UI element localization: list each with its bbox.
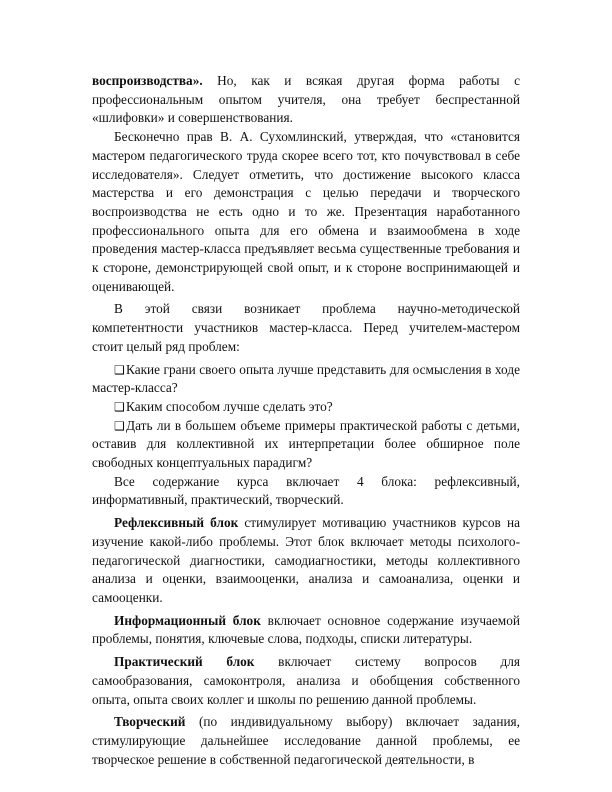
paragraph-7-bold: Практический блок bbox=[114, 654, 255, 670]
checkbox-bullet-icon: ❑ bbox=[114, 399, 125, 414]
paragraph-5 bbox=[92, 514, 520, 608]
paragraph-7 bbox=[92, 653, 520, 709]
paragraph-1-bold: воспроизводства». bbox=[92, 73, 203, 88]
list-item-text: Какие грани своего опыта лучше представить для осмысления в ходе мастер-класса? bbox=[92, 361, 520, 396]
paragraph-6-text: включает основное содержание изучаемой проблемы, понятия, ключевые слова, подходы, списки литературы. bbox=[92, 612, 520, 647]
paragraph-1-text: Но, как и всякая другая форма работы с профессиональным опытом учителя, она требует беспрестанной «шлифовки» и совершенствования. bbox=[92, 73, 520, 126]
paragraph-8-text: (по индивидуальному выбору) включает задания, стимулирующие дальнейшее исследование данной проблемы, ее творческое решение в собственной педагогической деятельности, в bbox=[92, 714, 520, 767]
document-page bbox=[92, 72, 520, 769]
list-item bbox=[92, 361, 520, 398]
checkbox-bullet-icon: ❑ bbox=[114, 362, 125, 377]
paragraph-6 bbox=[92, 612, 520, 649]
list-item bbox=[92, 417, 520, 473]
checkbox-bullet-icon: ❑ bbox=[114, 418, 125, 433]
paragraph-7-text: включает систему вопросов для самообразования, самоконтроля, анализа и обобщения собственного опыта, опыта своих коллег и школы по решению данной проблемы. bbox=[92, 654, 520, 707]
paragraph-5-text: стимулирует мотивацию участников курсов на изучение какой-либо проблемы. Этот блок включает методы психолого-педагогической диагностики, самодиагностики, методы коллективного анализа и оценки, взаимооценки, анализа и самоанализа, оценки и самооценки. bbox=[92, 515, 520, 605]
list-item bbox=[92, 398, 520, 417]
paragraph-3: В этой связи возникает проблема научно-методической компетентности участников мастер-класса. Перед учителем-мастером стоит целый ряд проблем: bbox=[92, 301, 520, 354]
paragraph-6-bold: Информационный блок bbox=[114, 612, 261, 628]
paragraph-8-bold: Творческий bbox=[114, 714, 186, 730]
paragraph-4: Все содержание курса включает 4 блока: рефлексивный, информативный, практический, творческий. bbox=[92, 473, 520, 508]
paragraph-5-bold: Рефлексивный блок bbox=[114, 515, 239, 531]
paragraph-8 bbox=[92, 713, 520, 769]
list-item-text: Дать ли в большем объеме примеры практической работы с детьми, оставив для коллективной их интерпретации более обширное поле свободных концептуальных парадигм? bbox=[92, 417, 520, 471]
paragraph-2: Бесконечно прав В. А. Сухомлинский, утверждая, что «становится мастером педагогического труда скорее всего тот, кто почувствовал в себе исследователя». Следует отметить, что достижение высокого класса мастерства и его демонстрация с целью передачи и творческого воспроизводства не есть одно и то же. Презентация наработанного профессионального опыта для его обмена и взаимообмена в ходе проведения мастер-класса предъявляет весьма существенные требования и к стороне, демонстрирующей свой опыт, и к стороне воспринимающей и оценивающей. bbox=[92, 129, 520, 294]
list-item-text: Каким способом лучше сделать это? bbox=[126, 398, 333, 414]
paragraph-1 bbox=[92, 72, 520, 128]
